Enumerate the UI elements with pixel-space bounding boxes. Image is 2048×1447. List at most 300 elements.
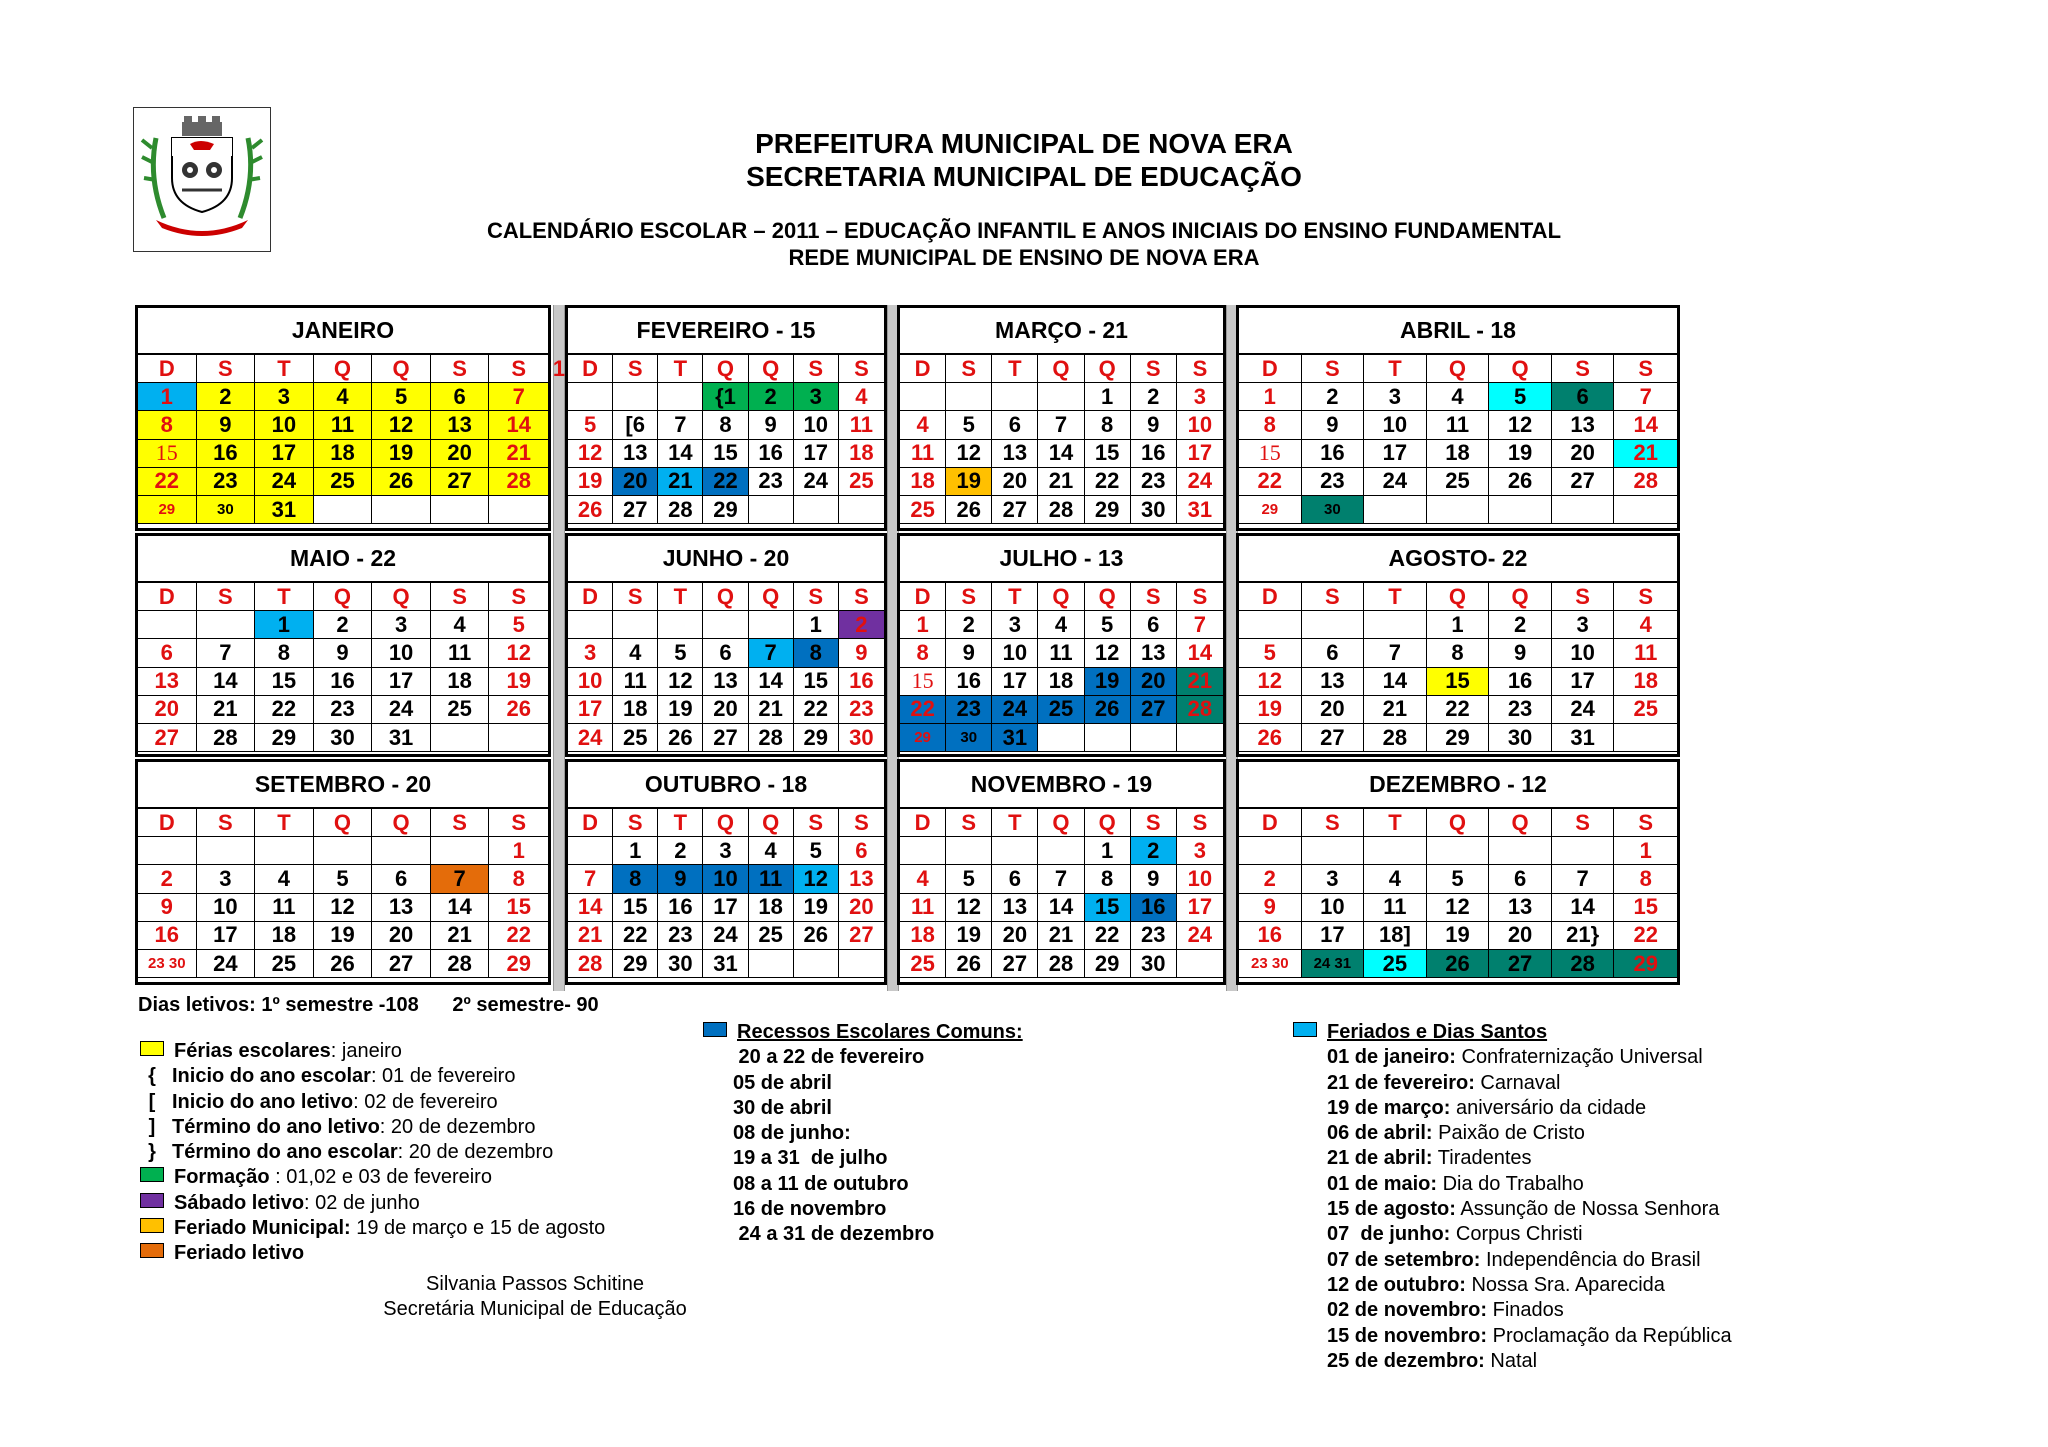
day-cell[interactable]: 29 [1614, 950, 1677, 978]
day-cell[interactable]: 1 [794, 611, 839, 639]
day-cell[interactable]: 4 [613, 639, 658, 667]
day-cell[interactable]: 25 [314, 468, 373, 496]
day-cell[interactable]: 22 [489, 922, 548, 950]
day-cell[interactable]: 15 [1239, 440, 1302, 468]
day-cell[interactable]: 10 [1552, 639, 1615, 667]
day-cell[interactable]: 12 [1489, 411, 1552, 439]
day-cell[interactable]: 2 [138, 865, 197, 893]
day-cell[interactable]: 25 [900, 950, 946, 978]
day-cell[interactable]: 4 [255, 865, 314, 893]
day-cell[interactable]: 9 [839, 639, 884, 667]
day-cell[interactable]: 11 [314, 411, 373, 439]
day-cell[interactable]: 2 [658, 837, 703, 865]
day-cell[interactable]: 4 [1038, 611, 1084, 639]
day-cell[interactable]: 25 [1038, 696, 1084, 724]
day-cell[interactable]: 28 [658, 496, 703, 524]
day-cell[interactable]: 7 [1552, 865, 1615, 893]
day-cell[interactable]: 25 [1364, 950, 1427, 978]
day-cell[interactable]: 15 [1085, 894, 1131, 922]
day-cell[interactable]: 6 [1489, 865, 1552, 893]
day-cell[interactable]: 23 [839, 696, 884, 724]
day-cell[interactable]: 7 [1038, 865, 1084, 893]
day-cell[interactable]: 18] [1364, 922, 1427, 950]
day-cell[interactable]: 27 [1552, 468, 1615, 496]
day-cell[interactable]: 8 [1085, 411, 1131, 439]
day-cell[interactable]: 26 [568, 496, 613, 524]
day-cell[interactable] [1552, 496, 1615, 524]
day-cell[interactable]: 17 [794, 440, 839, 468]
day-cell[interactable]: 3 [1364, 383, 1427, 411]
day-cell[interactable]: 14 [1552, 894, 1615, 922]
day-cell[interactable]: 21 [568, 922, 613, 950]
day-cell[interactable] [568, 383, 613, 411]
day-cell[interactable]: 11 [900, 440, 946, 468]
day-cell[interactable]: 15 [794, 668, 839, 696]
day-cell[interactable]: 1 [138, 383, 197, 411]
day-cell[interactable] [1239, 837, 1302, 865]
day-cell[interactable]: 12 [372, 411, 431, 439]
day-cell[interactable]: 3 [1177, 383, 1223, 411]
day-cell[interactable]: 16 [1131, 440, 1177, 468]
day-cell[interactable]: 24 [794, 468, 839, 496]
day-cell[interactable]: 22 [1614, 922, 1677, 950]
day-cell[interactable]: 18 [1427, 440, 1490, 468]
day-cell[interactable]: 8 [489, 865, 548, 893]
day-cell[interactable]: 27 [1302, 724, 1365, 752]
day-cell[interactable]: 8 [138, 411, 197, 439]
day-cell[interactable]: 5 [658, 639, 703, 667]
day-cell[interactable]: 21 [489, 440, 548, 468]
day-cell[interactable]: 23 [197, 468, 256, 496]
day-cell[interactable]: 19 [372, 440, 431, 468]
day-cell[interactable]: 12 [489, 639, 548, 667]
day-cell[interactable]: 21 [658, 468, 703, 496]
day-cell[interactable]: 1 [1427, 611, 1490, 639]
day-cell[interactable]: 13 [1302, 668, 1365, 696]
day-cell[interactable]: 18 [749, 894, 794, 922]
day-cell[interactable]: 16 [1239, 922, 1302, 950]
day-cell[interactable] [1239, 611, 1302, 639]
day-cell[interactable]: 9 [946, 639, 992, 667]
day-cell[interactable]: 24 [568, 724, 613, 752]
day-cell[interactable]: 18 [1038, 668, 1084, 696]
day-cell[interactable] [839, 496, 884, 524]
day-cell[interactable]: 25 [613, 724, 658, 752]
day-cell[interactable]: 19 [1427, 922, 1490, 950]
day-cell[interactable] [1131, 724, 1177, 752]
day-cell[interactable]: 20 [1552, 440, 1615, 468]
day-cell[interactable]: 9 [1131, 865, 1177, 893]
day-cell[interactable]: 2 [749, 383, 794, 411]
day-cell[interactable]: 16 [138, 922, 197, 950]
day-cell[interactable]: 28 [489, 468, 548, 496]
day-cell[interactable] [568, 837, 613, 865]
day-cell[interactable]: 30 [839, 724, 884, 752]
day-cell[interactable]: 10 [1177, 411, 1223, 439]
day-cell[interactable]: 26 [314, 950, 373, 978]
day-cell[interactable] [703, 611, 748, 639]
day-cell[interactable] [1427, 837, 1490, 865]
day-cell[interactable]: 16 [1302, 440, 1365, 468]
day-cell[interactable] [658, 611, 703, 639]
day-cell[interactable]: 31 [1552, 724, 1615, 752]
day-cell[interactable]: 13 [992, 440, 1038, 468]
day-cell[interactable]: 8 [613, 865, 658, 893]
day-cell[interactable]: 17 [1177, 894, 1223, 922]
day-cell[interactable]: 26 [946, 950, 992, 978]
day-cell[interactable]: 4 [900, 865, 946, 893]
day-cell[interactable]: 14 [197, 668, 256, 696]
day-cell[interactable]: 15 [1614, 894, 1677, 922]
day-cell[interactable]: 25 [1614, 696, 1677, 724]
day-cell[interactable]: 4 [839, 383, 884, 411]
day-cell[interactable]: 26 [1427, 950, 1490, 978]
day-cell[interactable]: 7 [197, 639, 256, 667]
day-cell[interactable]: 11 [255, 894, 314, 922]
day-cell[interactable]: 8 [255, 639, 314, 667]
day-cell[interactable]: 14 [1038, 440, 1084, 468]
day-cell[interactable]: 10 [992, 639, 1038, 667]
day-cell[interactable]: 6 [372, 865, 431, 893]
day-cell[interactable]: 16 [314, 668, 373, 696]
day-cell[interactable]: 19 [1085, 668, 1131, 696]
day-cell[interactable]: 11 [749, 865, 794, 893]
day-cell[interactable] [900, 837, 946, 865]
day-cell[interactable]: 26 [658, 724, 703, 752]
day-cell[interactable]: 18 [314, 440, 373, 468]
day-cell[interactable]: 17 [1177, 440, 1223, 468]
day-cell[interactable]: 14 [1614, 411, 1677, 439]
day-cell[interactable] [568, 611, 613, 639]
day-cell[interactable]: 16 [658, 894, 703, 922]
day-cell[interactable]: 13 [1552, 411, 1615, 439]
day-cell[interactable]: 25 [839, 468, 884, 496]
day-cell[interactable]: 2 [1302, 383, 1365, 411]
day-cell[interactable]: 27 [1489, 950, 1552, 978]
day-cell[interactable]: 29 [703, 496, 748, 524]
day-cell[interactable]: 17 [703, 894, 748, 922]
day-cell[interactable]: 30 [1131, 496, 1177, 524]
day-cell[interactable]: 22 [900, 696, 946, 724]
day-cell[interactable]: 27 [138, 724, 197, 752]
day-cell[interactable] [1038, 837, 1084, 865]
day-cell[interactable]: 10 [197, 894, 256, 922]
day-cell[interactable]: 30 [1131, 950, 1177, 978]
day-cell[interactable]: 21 [1177, 668, 1223, 696]
day-cell[interactable]: 29 [1085, 950, 1131, 978]
day-cell[interactable]: 14 [749, 668, 794, 696]
day-cell[interactable]: 15 [900, 668, 946, 696]
day-cell[interactable]: 19 [946, 922, 992, 950]
day-cell[interactable]: 28 [568, 950, 613, 978]
day-cell[interactable]: 27 [839, 922, 884, 950]
day-cell[interactable]: 29 [489, 950, 548, 978]
day-cell[interactable]: 25 [1427, 468, 1490, 496]
day-cell[interactable] [900, 383, 946, 411]
day-cell[interactable]: 30 [946, 724, 992, 752]
day-cell[interactable]: 22 [138, 468, 197, 496]
day-cell[interactable]: 23 [1489, 696, 1552, 724]
day-cell[interactable]: 13 [1131, 639, 1177, 667]
day-cell[interactable]: 15 [138, 440, 197, 468]
day-cell[interactable]: 16 [749, 440, 794, 468]
day-cell[interactable]: 12 [568, 440, 613, 468]
day-cell[interactable]: 14 [568, 894, 613, 922]
day-cell[interactable]: 19 [946, 468, 992, 496]
day-cell[interactable]: 24 [1552, 696, 1615, 724]
day-cell[interactable]: 1 [900, 611, 946, 639]
day-cell[interactable] [138, 611, 197, 639]
day-cell[interactable]: 12 [1239, 668, 1302, 696]
day-cell[interactable]: 6 [839, 837, 884, 865]
day-cell[interactable]: 9 [138, 894, 197, 922]
day-cell[interactable]: 14 [1364, 668, 1427, 696]
day-cell[interactable]: 11 [839, 411, 884, 439]
day-cell[interactable] [613, 611, 658, 639]
day-cell[interactable]: 5 [1489, 383, 1552, 411]
day-cell[interactable]: 17 [372, 668, 431, 696]
day-cell[interactable] [1614, 496, 1677, 524]
day-cell[interactable]: 28 [749, 724, 794, 752]
day-cell[interactable]: 20 [431, 440, 490, 468]
day-cell[interactable]: 26 [1239, 724, 1302, 752]
day-cell[interactable]: 26 [489, 696, 548, 724]
day-cell[interactable]: 25 [431, 696, 490, 724]
day-cell[interactable]: 10 [568, 668, 613, 696]
day-cell[interactable]: 30 [658, 950, 703, 978]
day-cell[interactable]: 9 [749, 411, 794, 439]
day-cell[interactable]: 14 [489, 411, 548, 439]
day-cell[interactable]: 16 [1131, 894, 1177, 922]
day-cell[interactable]: 5 [946, 865, 992, 893]
day-cell[interactable]: 12 [1085, 639, 1131, 667]
day-cell[interactable]: 12 [658, 668, 703, 696]
day-cell[interactable]: 17 [568, 696, 613, 724]
day-cell[interactable]: 23 [1131, 468, 1177, 496]
day-cell[interactable]: 8 [1614, 865, 1677, 893]
day-cell[interactable]: 5 [1239, 639, 1302, 667]
day-cell[interactable]: 10 [794, 411, 839, 439]
day-cell[interactable]: 27 [703, 724, 748, 752]
day-cell[interactable]: 1 [613, 837, 658, 865]
day-cell[interactable]: 7 [431, 865, 490, 893]
day-cell[interactable]: 22 [255, 696, 314, 724]
day-cell[interactable]: 15 [255, 668, 314, 696]
day-cell[interactable]: 11 [1614, 639, 1677, 667]
day-cell[interactable]: 11 [431, 639, 490, 667]
day-cell[interactable] [1038, 724, 1084, 752]
day-cell[interactable]: 24 [1364, 468, 1427, 496]
day-cell[interactable]: 16 [197, 440, 256, 468]
day-cell[interactable]: 10 [1302, 894, 1365, 922]
day-cell[interactable]: 4 [749, 837, 794, 865]
day-cell[interactable]: 7 [1614, 383, 1677, 411]
day-cell[interactable]: 26 [946, 496, 992, 524]
day-cell[interactable]: 22 [703, 468, 748, 496]
day-cell[interactable] [1489, 496, 1552, 524]
day-cell[interactable]: 26 [794, 922, 839, 950]
day-cell[interactable] [372, 496, 431, 524]
day-cell[interactable] [1177, 724, 1223, 752]
day-cell[interactable]: 19 [1239, 696, 1302, 724]
day-cell[interactable]: 2 [839, 611, 884, 639]
day-cell[interactable]: [6 [613, 411, 658, 439]
day-cell[interactable]: 21 [1038, 468, 1084, 496]
day-cell[interactable]: 23 [946, 696, 992, 724]
day-cell[interactable]: 2 [1239, 865, 1302, 893]
day-cell[interactable]: 17 [197, 922, 256, 950]
day-cell[interactable] [197, 837, 256, 865]
day-cell[interactable]: 23 30 [138, 950, 197, 978]
day-cell[interactable] [431, 837, 490, 865]
day-cell[interactable]: 9 [197, 411, 256, 439]
day-cell[interactable]: 23 [314, 696, 373, 724]
day-cell[interactable] [946, 837, 992, 865]
day-cell[interactable] [1364, 611, 1427, 639]
day-cell[interactable]: 6 [703, 639, 748, 667]
day-cell[interactable]: 21 [1364, 696, 1427, 724]
day-cell[interactable]: 4 [1364, 865, 1427, 893]
day-cell[interactable]: 3 [1302, 865, 1365, 893]
day-cell[interactable]: 8 [900, 639, 946, 667]
day-cell[interactable]: 15 [613, 894, 658, 922]
day-cell[interactable]: 20 [138, 696, 197, 724]
day-cell[interactable]: 11 [613, 668, 658, 696]
day-cell[interactable]: 9 [1302, 411, 1365, 439]
day-cell[interactable]: 8 [1427, 639, 1490, 667]
day-cell[interactable]: 29 [1427, 724, 1490, 752]
day-cell[interactable]: 21 [197, 696, 256, 724]
day-cell[interactable]: 10 [1177, 865, 1223, 893]
day-cell[interactable]: 3 [1552, 611, 1615, 639]
day-cell[interactable]: 29 [255, 724, 314, 752]
day-cell[interactable]: 14 [431, 894, 490, 922]
day-cell[interactable]: 1 [489, 837, 548, 865]
day-cell[interactable]: 21 [1614, 440, 1677, 468]
day-cell[interactable]: 6 [1302, 639, 1365, 667]
day-cell[interactable]: 17 [992, 668, 1038, 696]
day-cell[interactable]: 15 [1085, 440, 1131, 468]
day-cell[interactable]: 19 [1489, 440, 1552, 468]
day-cell[interactable]: 3 [197, 865, 256, 893]
day-cell[interactable]: 25 [900, 496, 946, 524]
day-cell[interactable]: 19 [658, 696, 703, 724]
day-cell[interactable]: 12 [946, 894, 992, 922]
day-cell[interactable]: 27 [992, 496, 1038, 524]
day-cell[interactable]: 24 [1177, 468, 1223, 496]
day-cell[interactable]: 2 [1489, 611, 1552, 639]
day-cell[interactable]: 1 [1239, 383, 1302, 411]
day-cell[interactable]: 18 [613, 696, 658, 724]
day-cell[interactable]: 27 [1131, 696, 1177, 724]
day-cell[interactable] [1302, 611, 1365, 639]
day-cell[interactable]: 20 [992, 922, 1038, 950]
day-cell[interactable]: 7 [1038, 411, 1084, 439]
day-cell[interactable]: 27 [992, 950, 1038, 978]
day-cell[interactable]: 28 [1552, 950, 1615, 978]
day-cell[interactable]: 18 [900, 468, 946, 496]
day-cell[interactable]: 12 [1427, 894, 1490, 922]
day-cell[interactable]: 23 [1131, 922, 1177, 950]
day-cell[interactable]: 5 [1085, 611, 1131, 639]
day-cell[interactable]: 13 [372, 894, 431, 922]
day-cell[interactable] [946, 383, 992, 411]
day-cell[interactable]: 1 [1085, 383, 1131, 411]
day-cell[interactable] [489, 496, 548, 524]
day-cell[interactable]: 22 [1239, 468, 1302, 496]
day-cell[interactable]: 20 [839, 894, 884, 922]
day-cell[interactable]: 8 [794, 639, 839, 667]
day-cell[interactable]: 20 [992, 468, 1038, 496]
day-cell[interactable]: 3 [255, 383, 314, 411]
day-cell[interactable] [1552, 837, 1615, 865]
day-cell[interactable]: 11 [1038, 639, 1084, 667]
day-cell[interactable]: 20 [703, 696, 748, 724]
day-cell[interactable]: 7 [568, 865, 613, 893]
day-cell[interactable] [794, 950, 839, 978]
day-cell[interactable]: 1 [1614, 837, 1677, 865]
day-cell[interactable]: 1 [1085, 837, 1131, 865]
day-cell[interactable] [1302, 837, 1365, 865]
day-cell[interactable] [197, 611, 256, 639]
day-cell[interactable]: 1 [255, 611, 314, 639]
day-cell[interactable]: 5 [314, 865, 373, 893]
day-cell[interactable]: 15 [489, 894, 548, 922]
day-cell[interactable]: 6 [1131, 611, 1177, 639]
day-cell[interactable]: 21 [431, 922, 490, 950]
day-cell[interactable]: 18 [255, 922, 314, 950]
day-cell[interactable]: 24 [197, 950, 256, 978]
day-cell[interactable]: 10 [703, 865, 748, 893]
day-cell[interactable]: 29 [1239, 496, 1302, 524]
day-cell[interactable]: 11 [1427, 411, 1490, 439]
day-cell[interactable]: 26 [1085, 696, 1131, 724]
day-cell[interactable]: 29 [900, 724, 946, 752]
day-cell[interactable]: 6 [138, 639, 197, 667]
day-cell[interactable]: 18 [1614, 668, 1677, 696]
day-cell[interactable] [255, 837, 314, 865]
day-cell[interactable] [1177, 950, 1223, 978]
day-cell[interactable]: 28 [1038, 950, 1084, 978]
day-cell[interactable] [1614, 724, 1677, 752]
day-cell[interactable]: 8 [1085, 865, 1131, 893]
day-cell[interactable]: 31 [1177, 496, 1223, 524]
day-cell[interactable]: 20 [1302, 696, 1365, 724]
day-cell[interactable]: 18 [900, 922, 946, 950]
day-cell[interactable]: 3 [794, 383, 839, 411]
day-cell[interactable]: 6 [431, 383, 490, 411]
day-cell[interactable]: 25 [255, 950, 314, 978]
day-cell[interactable]: 13 [703, 668, 748, 696]
day-cell[interactable] [749, 611, 794, 639]
day-cell[interactable]: 15 [1427, 668, 1490, 696]
day-cell[interactable]: 24 [992, 696, 1038, 724]
day-cell[interactable]: 13 [992, 894, 1038, 922]
day-cell[interactable]: 5 [794, 837, 839, 865]
day-cell[interactable]: 20 [613, 468, 658, 496]
day-cell[interactable]: 27 [372, 950, 431, 978]
day-cell[interactable]: 3 [992, 611, 1038, 639]
day-cell[interactable]: 18 [839, 440, 884, 468]
day-cell[interactable]: 4 [1614, 611, 1677, 639]
day-cell[interactable]: 16 [1489, 668, 1552, 696]
day-cell[interactable]: 17 [1364, 440, 1427, 468]
day-cell[interactable]: 26 [372, 468, 431, 496]
day-cell[interactable]: 23 30 [1239, 950, 1302, 978]
day-cell[interactable]: 30 [197, 496, 256, 524]
day-cell[interactable] [314, 837, 373, 865]
day-cell[interactable]: 19 [489, 668, 548, 696]
